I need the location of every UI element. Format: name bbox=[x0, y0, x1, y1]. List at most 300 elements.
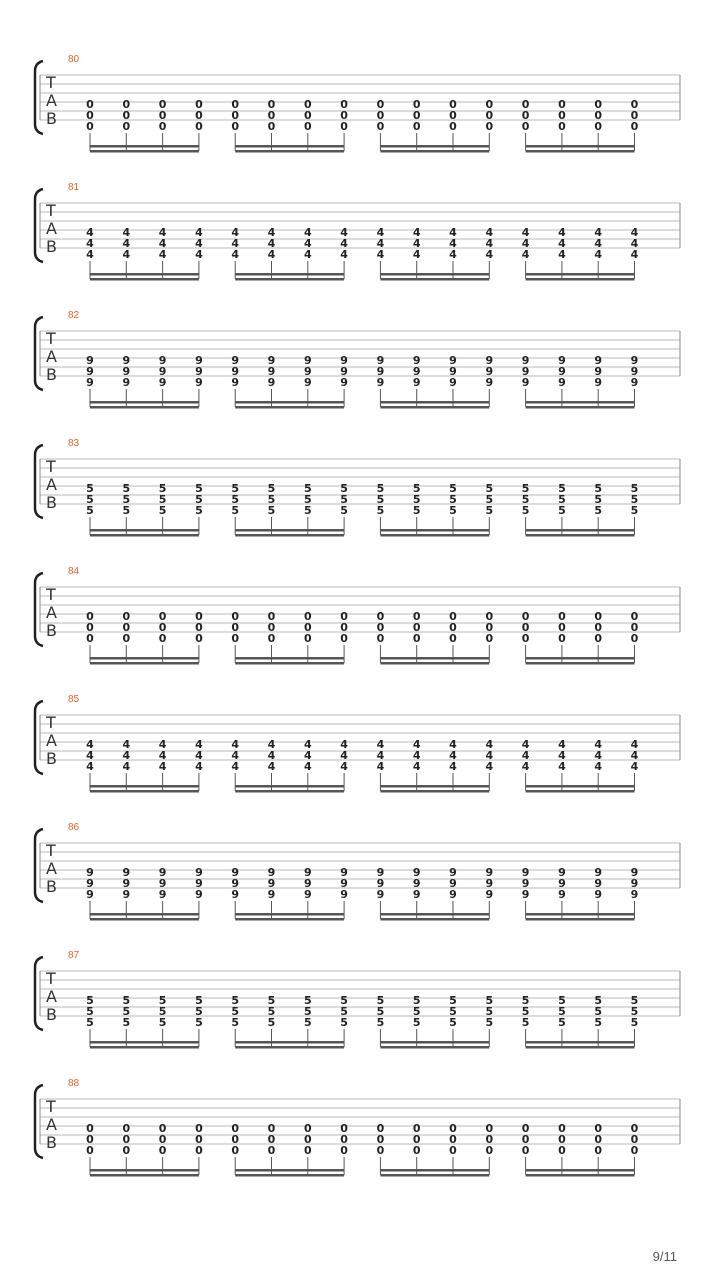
fret-number: 9 bbox=[267, 376, 276, 389]
fret-number: 9 bbox=[594, 888, 603, 901]
fret-number: 5 bbox=[122, 1016, 131, 1029]
fret-number: 0 bbox=[594, 632, 603, 645]
fret-number: 5 bbox=[594, 493, 603, 506]
beam-primary bbox=[526, 145, 635, 148]
fret-number: 4 bbox=[303, 226, 312, 239]
fret-number: 5 bbox=[86, 994, 94, 1007]
tab-clef-t: T bbox=[46, 713, 56, 732]
fret-number: 0 bbox=[594, 1122, 603, 1135]
fret-number: 0 bbox=[630, 621, 639, 634]
fret-number: 5 bbox=[412, 1005, 421, 1018]
fret-number: 0 bbox=[86, 109, 94, 122]
fret-number: 5 bbox=[340, 504, 348, 517]
fret-number: 9 bbox=[412, 376, 421, 389]
fret-number: 0 bbox=[594, 610, 603, 623]
beam-secondary bbox=[380, 150, 489, 153]
fret-number: 5 bbox=[303, 493, 312, 506]
beam-secondary bbox=[90, 1046, 199, 1049]
fret-number: 9 bbox=[376, 888, 385, 901]
tab-clef-b: B bbox=[46, 877, 57, 896]
fret-number: 0 bbox=[485, 120, 494, 133]
fret-number: 0 bbox=[195, 120, 203, 133]
fret-number: 5 bbox=[521, 994, 530, 1007]
fret-number: 9 bbox=[86, 354, 94, 367]
beam-primary bbox=[90, 1169, 199, 1172]
fret-number: 9 bbox=[267, 877, 276, 890]
fret-number: 4 bbox=[158, 226, 167, 239]
fret-number: 9 bbox=[158, 866, 167, 879]
fret-number: 5 bbox=[158, 1005, 167, 1018]
fret-number: 0 bbox=[630, 109, 639, 122]
fret-number: 9 bbox=[158, 365, 167, 378]
fret-number: 0 bbox=[376, 109, 385, 122]
fret-number: 0 bbox=[449, 109, 457, 122]
beam-primary bbox=[380, 529, 489, 532]
beam-secondary bbox=[235, 534, 344, 537]
fret-number: 9 bbox=[558, 354, 566, 367]
fret-number: 5 bbox=[449, 994, 457, 1007]
measure-number: 84 bbox=[68, 566, 80, 577]
fret-number: 4 bbox=[485, 248, 494, 261]
fret-number: 9 bbox=[485, 354, 494, 367]
fret-number: 5 bbox=[267, 994, 276, 1007]
fret-number: 4 bbox=[122, 237, 131, 250]
fret-number: 4 bbox=[158, 237, 167, 250]
measure-number: 82 bbox=[68, 310, 80, 321]
fret-number: 5 bbox=[267, 1016, 276, 1029]
fret-number: 4 bbox=[303, 248, 312, 261]
fret-number: 5 bbox=[231, 1016, 240, 1029]
fret-number: 5 bbox=[412, 482, 421, 495]
beam-secondary bbox=[526, 406, 635, 409]
fret-number: 5 bbox=[86, 482, 94, 495]
fret-number: 0 bbox=[449, 610, 457, 623]
fret-number: 5 bbox=[558, 493, 566, 506]
fret-number: 9 bbox=[558, 376, 566, 389]
fret-number: 0 bbox=[340, 1122, 348, 1135]
fret-number: 0 bbox=[267, 109, 276, 122]
beam-secondary bbox=[90, 534, 199, 537]
fret-number: 0 bbox=[340, 632, 348, 645]
fret-number: 5 bbox=[521, 493, 530, 506]
fret-number: 5 bbox=[558, 504, 566, 517]
tab-clef-a: A bbox=[46, 91, 57, 110]
fret-number: 4 bbox=[267, 248, 276, 261]
fret-number: 4 bbox=[303, 738, 312, 751]
fret-number: 0 bbox=[303, 621, 312, 634]
fret-number: 9 bbox=[303, 888, 312, 901]
fret-number: 5 bbox=[449, 1005, 457, 1018]
fret-number: 0 bbox=[195, 109, 203, 122]
fret-number: 5 bbox=[412, 493, 421, 506]
fret-number: 9 bbox=[630, 376, 639, 389]
fret-number: 5 bbox=[376, 493, 385, 506]
beam-primary bbox=[235, 1169, 344, 1172]
fret-number: 9 bbox=[86, 365, 94, 378]
fret-number: 4 bbox=[485, 738, 494, 751]
system-bracket bbox=[35, 701, 43, 774]
fret-number: 5 bbox=[521, 1005, 530, 1018]
fret-number: 4 bbox=[267, 738, 276, 751]
fret-number: 5 bbox=[449, 504, 457, 517]
tab-clef-b: B bbox=[46, 109, 57, 128]
beam-primary bbox=[235, 657, 344, 660]
fret-number: 0 bbox=[231, 98, 240, 111]
fret-number: 5 bbox=[558, 1016, 566, 1029]
fret-number: 9 bbox=[521, 376, 530, 389]
beam-secondary bbox=[235, 918, 344, 921]
system-bracket bbox=[35, 61, 43, 134]
fret-number: 0 bbox=[122, 120, 131, 133]
fret-number: 0 bbox=[267, 1144, 276, 1157]
fret-number: 0 bbox=[558, 109, 566, 122]
fret-number: 9 bbox=[195, 866, 203, 879]
fret-number: 4 bbox=[158, 760, 167, 773]
fret-number: 9 bbox=[267, 888, 276, 901]
fret-number: 9 bbox=[231, 365, 240, 378]
fret-number: 0 bbox=[485, 1133, 494, 1146]
fret-number: 4 bbox=[558, 738, 566, 751]
fret-number: 9 bbox=[122, 376, 131, 389]
fret-number: 0 bbox=[412, 1133, 421, 1146]
fret-number: 4 bbox=[485, 749, 494, 762]
fret-number: 4 bbox=[195, 248, 203, 261]
fret-number: 5 bbox=[412, 1016, 421, 1029]
fret-number: 4 bbox=[86, 749, 94, 762]
fret-number: 4 bbox=[449, 226, 457, 239]
fret-number: 4 bbox=[521, 248, 530, 261]
fret-number: 9 bbox=[630, 354, 639, 367]
fret-number: 9 bbox=[86, 888, 94, 901]
fret-number: 9 bbox=[485, 365, 494, 378]
fret-number: 5 bbox=[195, 1005, 203, 1018]
fret-number: 5 bbox=[449, 1016, 457, 1029]
measure-number: 88 bbox=[68, 1078, 80, 1089]
beam-primary bbox=[526, 657, 635, 660]
fret-number: 4 bbox=[158, 248, 167, 261]
beam-secondary bbox=[380, 406, 489, 409]
fret-number: 4 bbox=[558, 248, 566, 261]
fret-number: 0 bbox=[376, 98, 385, 111]
system-bracket bbox=[35, 445, 43, 518]
system-bracket bbox=[35, 317, 43, 390]
tab-clef-b: B bbox=[46, 749, 57, 768]
beam-secondary bbox=[380, 1046, 489, 1049]
tab-clef-b: B bbox=[46, 621, 57, 640]
fret-number: 0 bbox=[412, 632, 421, 645]
beam-primary bbox=[526, 401, 635, 404]
fret-number: 0 bbox=[158, 98, 167, 111]
beam-primary bbox=[380, 145, 489, 148]
fret-number: 4 bbox=[594, 226, 603, 239]
beam-secondary bbox=[90, 662, 199, 665]
fret-number: 5 bbox=[594, 994, 603, 1007]
fret-number: 0 bbox=[412, 1122, 421, 1135]
tab-clef-a: A bbox=[46, 859, 57, 878]
fret-number: 0 bbox=[122, 109, 131, 122]
fret-number: 0 bbox=[340, 610, 348, 623]
fret-number: 0 bbox=[122, 98, 131, 111]
fret-number: 4 bbox=[340, 237, 348, 250]
fret-number: 5 bbox=[122, 1005, 131, 1018]
fret-number: 0 bbox=[449, 98, 457, 111]
fret-number: 4 bbox=[158, 738, 167, 751]
fret-number: 4 bbox=[231, 749, 240, 762]
beam-secondary bbox=[235, 1174, 344, 1177]
fret-number: 0 bbox=[485, 1144, 494, 1157]
fret-number: 4 bbox=[594, 237, 603, 250]
fret-number: 0 bbox=[376, 632, 385, 645]
fret-number: 0 bbox=[158, 610, 167, 623]
fret-number: 5 bbox=[594, 1016, 603, 1029]
fret-number: 5 bbox=[303, 504, 312, 517]
beam-secondary bbox=[235, 150, 344, 153]
fret-number: 5 bbox=[340, 1005, 348, 1018]
fret-number: 0 bbox=[303, 632, 312, 645]
fret-number: 0 bbox=[303, 1144, 312, 1157]
beam-secondary bbox=[526, 918, 635, 921]
fret-number: 0 bbox=[558, 1122, 566, 1135]
fret-number: 5 bbox=[412, 994, 421, 1007]
fret-number: 5 bbox=[158, 482, 167, 495]
beam-primary bbox=[235, 913, 344, 916]
fret-number: 0 bbox=[122, 632, 131, 645]
fret-number: 4 bbox=[630, 248, 639, 261]
fret-number: 4 bbox=[412, 760, 421, 773]
beam-primary bbox=[380, 657, 489, 660]
fret-number: 5 bbox=[303, 1016, 312, 1029]
beam-primary bbox=[526, 1041, 635, 1044]
beam-primary bbox=[235, 529, 344, 532]
fret-number: 0 bbox=[158, 1144, 167, 1157]
fret-number: 0 bbox=[195, 1122, 203, 1135]
beam-primary bbox=[526, 785, 635, 788]
fret-number: 9 bbox=[195, 888, 203, 901]
fret-number: 9 bbox=[485, 866, 494, 879]
fret-number: 0 bbox=[158, 1133, 167, 1146]
fret-number: 0 bbox=[267, 610, 276, 623]
fret-number: 9 bbox=[86, 866, 94, 879]
tab-clef-b: B bbox=[46, 493, 57, 512]
fret-number: 4 bbox=[376, 248, 385, 261]
fret-number: 9 bbox=[521, 354, 530, 367]
fret-number: 4 bbox=[412, 749, 421, 762]
fret-number: 0 bbox=[340, 1144, 348, 1157]
beam-secondary bbox=[380, 534, 489, 537]
fret-number: 4 bbox=[521, 760, 530, 773]
fret-number: 5 bbox=[485, 1016, 494, 1029]
beam-primary bbox=[90, 529, 199, 532]
tab-clef-t: T bbox=[46, 969, 56, 988]
fret-number: 0 bbox=[412, 98, 421, 111]
fret-number: 4 bbox=[449, 237, 457, 250]
system-bracket bbox=[35, 189, 43, 262]
fret-number: 5 bbox=[122, 504, 131, 517]
beam-primary bbox=[380, 1169, 489, 1172]
fret-number: 0 bbox=[231, 610, 240, 623]
fret-number: 0 bbox=[558, 120, 566, 133]
fret-number: 4 bbox=[630, 738, 639, 751]
beam-secondary bbox=[526, 278, 635, 281]
beam-secondary bbox=[526, 534, 635, 537]
fret-number: 9 bbox=[376, 365, 385, 378]
fret-number: 0 bbox=[86, 632, 94, 645]
fret-number: 4 bbox=[86, 760, 94, 773]
fret-number: 0 bbox=[303, 1133, 312, 1146]
fret-number: 0 bbox=[630, 120, 639, 133]
fret-number: 0 bbox=[340, 120, 348, 133]
fret-number: 9 bbox=[340, 376, 348, 389]
fret-number: 9 bbox=[521, 365, 530, 378]
fret-number: 0 bbox=[158, 621, 167, 634]
fret-number: 9 bbox=[158, 888, 167, 901]
fret-number: 0 bbox=[521, 98, 530, 111]
fret-number: 4 bbox=[267, 760, 276, 773]
fret-number: 4 bbox=[195, 760, 203, 773]
fret-number: 9 bbox=[485, 376, 494, 389]
system-bracket bbox=[35, 957, 43, 1030]
fret-number: 0 bbox=[158, 109, 167, 122]
beam-secondary bbox=[380, 278, 489, 281]
fret-number: 4 bbox=[267, 749, 276, 762]
fret-number: 5 bbox=[267, 504, 276, 517]
fret-number: 9 bbox=[558, 888, 566, 901]
fret-number: 0 bbox=[594, 1144, 603, 1157]
fret-number: 0 bbox=[340, 621, 348, 634]
fret-number: 0 bbox=[630, 610, 639, 623]
fret-number: 9 bbox=[594, 365, 603, 378]
fret-number: 9 bbox=[158, 354, 167, 367]
fret-number: 4 bbox=[594, 738, 603, 751]
fret-number: 9 bbox=[412, 866, 421, 879]
fret-number: 4 bbox=[449, 248, 457, 261]
tab-clef-a: A bbox=[46, 987, 57, 1006]
fret-number: 0 bbox=[449, 632, 457, 645]
fret-number: 0 bbox=[122, 1144, 131, 1157]
fret-number: 5 bbox=[231, 504, 240, 517]
fret-number: 0 bbox=[376, 1144, 385, 1157]
fret-number: 4 bbox=[594, 749, 603, 762]
fret-number: 9 bbox=[267, 365, 276, 378]
fret-number: 0 bbox=[485, 98, 494, 111]
fret-number: 0 bbox=[86, 1133, 94, 1146]
fret-number: 9 bbox=[122, 354, 131, 367]
beam-primary bbox=[90, 1041, 199, 1044]
beam-secondary bbox=[380, 790, 489, 793]
fret-number: 5 bbox=[630, 493, 639, 506]
beam-secondary bbox=[235, 406, 344, 409]
fret-number: 9 bbox=[485, 877, 494, 890]
fret-number: 4 bbox=[303, 760, 312, 773]
fret-number: 5 bbox=[376, 994, 385, 1007]
fret-number: 5 bbox=[158, 493, 167, 506]
tab-clef-a: A bbox=[46, 219, 57, 238]
fret-number: 9 bbox=[158, 877, 167, 890]
fret-number: 0 bbox=[594, 109, 603, 122]
fret-number: 9 bbox=[449, 866, 457, 879]
fret-number: 5 bbox=[231, 1005, 240, 1018]
fret-number: 0 bbox=[558, 621, 566, 634]
fret-number: 0 bbox=[521, 1144, 530, 1157]
fret-number: 9 bbox=[449, 877, 457, 890]
fret-number: 9 bbox=[376, 354, 385, 367]
beam-primary bbox=[526, 529, 635, 532]
beam-secondary bbox=[380, 662, 489, 665]
fret-number: 9 bbox=[267, 354, 276, 367]
fret-number: 0 bbox=[449, 120, 457, 133]
fret-number: 9 bbox=[340, 354, 348, 367]
fret-number: 0 bbox=[195, 610, 203, 623]
fret-number: 0 bbox=[412, 621, 421, 634]
measure-number: 86 bbox=[68, 822, 80, 833]
fret-number: 0 bbox=[122, 621, 131, 634]
fret-number: 0 bbox=[449, 1133, 457, 1146]
fret-number: 5 bbox=[630, 1005, 639, 1018]
fret-number: 5 bbox=[630, 1016, 639, 1029]
tab-clef-a: A bbox=[46, 603, 57, 622]
fret-number: 4 bbox=[122, 760, 131, 773]
fret-number: 9 bbox=[412, 877, 421, 890]
tab-clef-t: T bbox=[46, 73, 56, 92]
fret-number: 4 bbox=[630, 749, 639, 762]
fret-number: 4 bbox=[122, 749, 131, 762]
fret-number: 4 bbox=[86, 248, 94, 261]
fret-number: 5 bbox=[303, 482, 312, 495]
fret-number: 5 bbox=[594, 482, 603, 495]
fret-number: 4 bbox=[340, 738, 348, 751]
fret-number: 5 bbox=[231, 482, 240, 495]
fret-number: 9 bbox=[231, 877, 240, 890]
fret-number: 0 bbox=[521, 1133, 530, 1146]
beam-primary bbox=[90, 913, 199, 916]
fret-number: 0 bbox=[558, 632, 566, 645]
fret-number: 5 bbox=[86, 504, 94, 517]
fret-number: 5 bbox=[412, 504, 421, 517]
beam-secondary bbox=[90, 1174, 199, 1177]
fret-number: 0 bbox=[521, 1122, 530, 1135]
fret-number: 4 bbox=[558, 760, 566, 773]
measure-number: 81 bbox=[68, 182, 80, 193]
fret-number: 4 bbox=[267, 226, 276, 239]
tab-clef-t: T bbox=[46, 585, 56, 604]
fret-number: 0 bbox=[521, 109, 530, 122]
fret-number: 9 bbox=[594, 376, 603, 389]
beam-primary bbox=[235, 1041, 344, 1044]
beam-secondary bbox=[380, 918, 489, 921]
fret-number: 4 bbox=[195, 226, 203, 239]
fret-number: 9 bbox=[231, 888, 240, 901]
fret-number: 0 bbox=[231, 1122, 240, 1135]
fret-number: 9 bbox=[158, 376, 167, 389]
beam-primary bbox=[380, 401, 489, 404]
measure-number: 80 bbox=[68, 54, 80, 65]
fret-number: 4 bbox=[376, 738, 385, 751]
fret-number: 4 bbox=[122, 738, 131, 751]
fret-number: 9 bbox=[376, 877, 385, 890]
fret-number: 4 bbox=[231, 237, 240, 250]
beam-primary bbox=[90, 273, 199, 276]
fret-number: 0 bbox=[231, 621, 240, 634]
beam-primary bbox=[380, 913, 489, 916]
fret-number: 4 bbox=[412, 226, 421, 239]
fret-number: 9 bbox=[449, 365, 457, 378]
fret-number: 0 bbox=[267, 98, 276, 111]
fret-number: 0 bbox=[376, 120, 385, 133]
fret-number: 0 bbox=[86, 1144, 94, 1157]
fret-number: 9 bbox=[630, 877, 639, 890]
fret-number: 9 bbox=[521, 877, 530, 890]
fret-number: 0 bbox=[231, 632, 240, 645]
